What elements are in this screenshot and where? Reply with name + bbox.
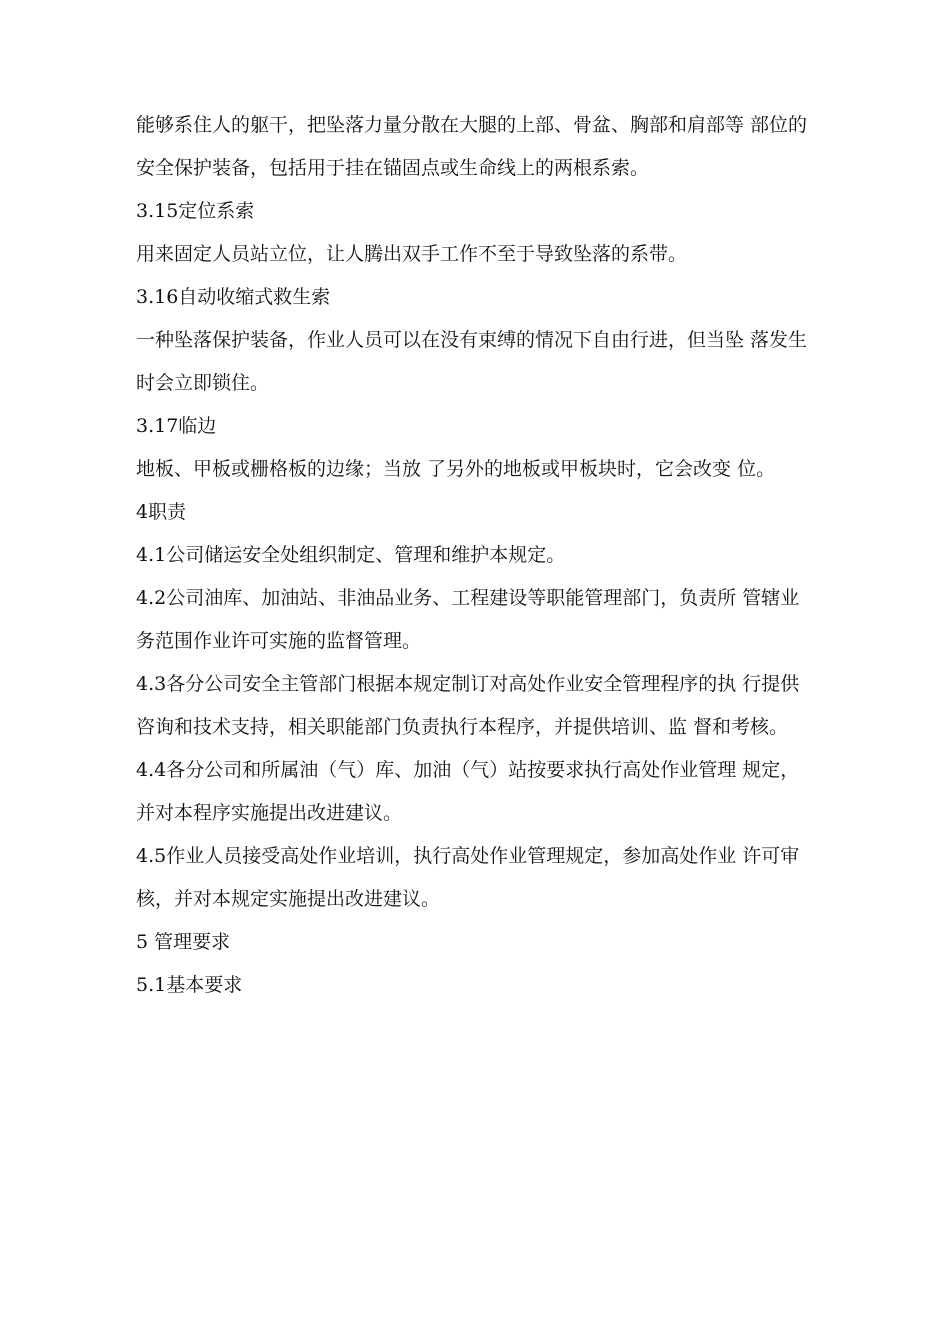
text-line: 并对本程序实施提出改进建议。 [136, 802, 403, 824]
section-heading: 3.17临边 [136, 415, 217, 437]
section-heading: 5.1基本要求 [136, 974, 243, 996]
text-line: 时会立即锁住。 [136, 372, 270, 394]
section-heading: 3.16自动收缩式救生索 [136, 286, 331, 308]
section-heading: 5 管理要求 [136, 931, 231, 953]
text-line: 4.3各分公司安全主管部门根据本规定制订对高处作业安全管理程序的执 行提供 [136, 673, 800, 695]
text-line: 4.5作业人员接受高处作业培训，执行高处作业管理规定，参加高处作业 许可审 [136, 845, 800, 867]
text-line: 4.1公司储运安全处组织制定、管理和维护本规定。 [136, 544, 566, 566]
text-line: 4.2公司油库、加油站、非油品业务、工程建设等职能管理部门，负责所 管辖业 [136, 587, 800, 609]
section-heading: 4职责 [136, 501, 187, 523]
text-line: 地板、甲板或栅格板的边缘；当放 了另外的地板或甲板块时，它会改变 位。 [136, 458, 776, 480]
text-line: 用来固定人员站立位，让人腾出双手工作不至于导致坠落的系带。 [136, 243, 688, 265]
text-line: 4.4各分公司和所属油（气）库、加油（气）站按要求执行高处作业管理 规定， [136, 759, 800, 781]
text-line: 一种坠落保护装备，作业人员可以在没有束缚的情况下自由行进，但当坠 落发生 [136, 329, 808, 351]
text-line: 咨询和技术支持，相关职能部门负责执行本程序，并提供培训、监 督和考核。 [136, 716, 789, 738]
section-heading: 3.15定位系索 [136, 200, 255, 222]
text-line: 务范围作业许可实施的监督管理。 [136, 630, 422, 652]
document-body [136, 104, 866, 1007]
text-line: 能够系住人的躯干，把坠落力量分散在大腿的上部、骨盆、胸部和肩部等 部位的 [136, 114, 808, 136]
text-line: 安全保护装备，包括用于挂在锚固点或生命线上的两根系索。 [136, 157, 650, 179]
text-line: 核，并对本规定实施提出改进建议。 [136, 888, 441, 910]
